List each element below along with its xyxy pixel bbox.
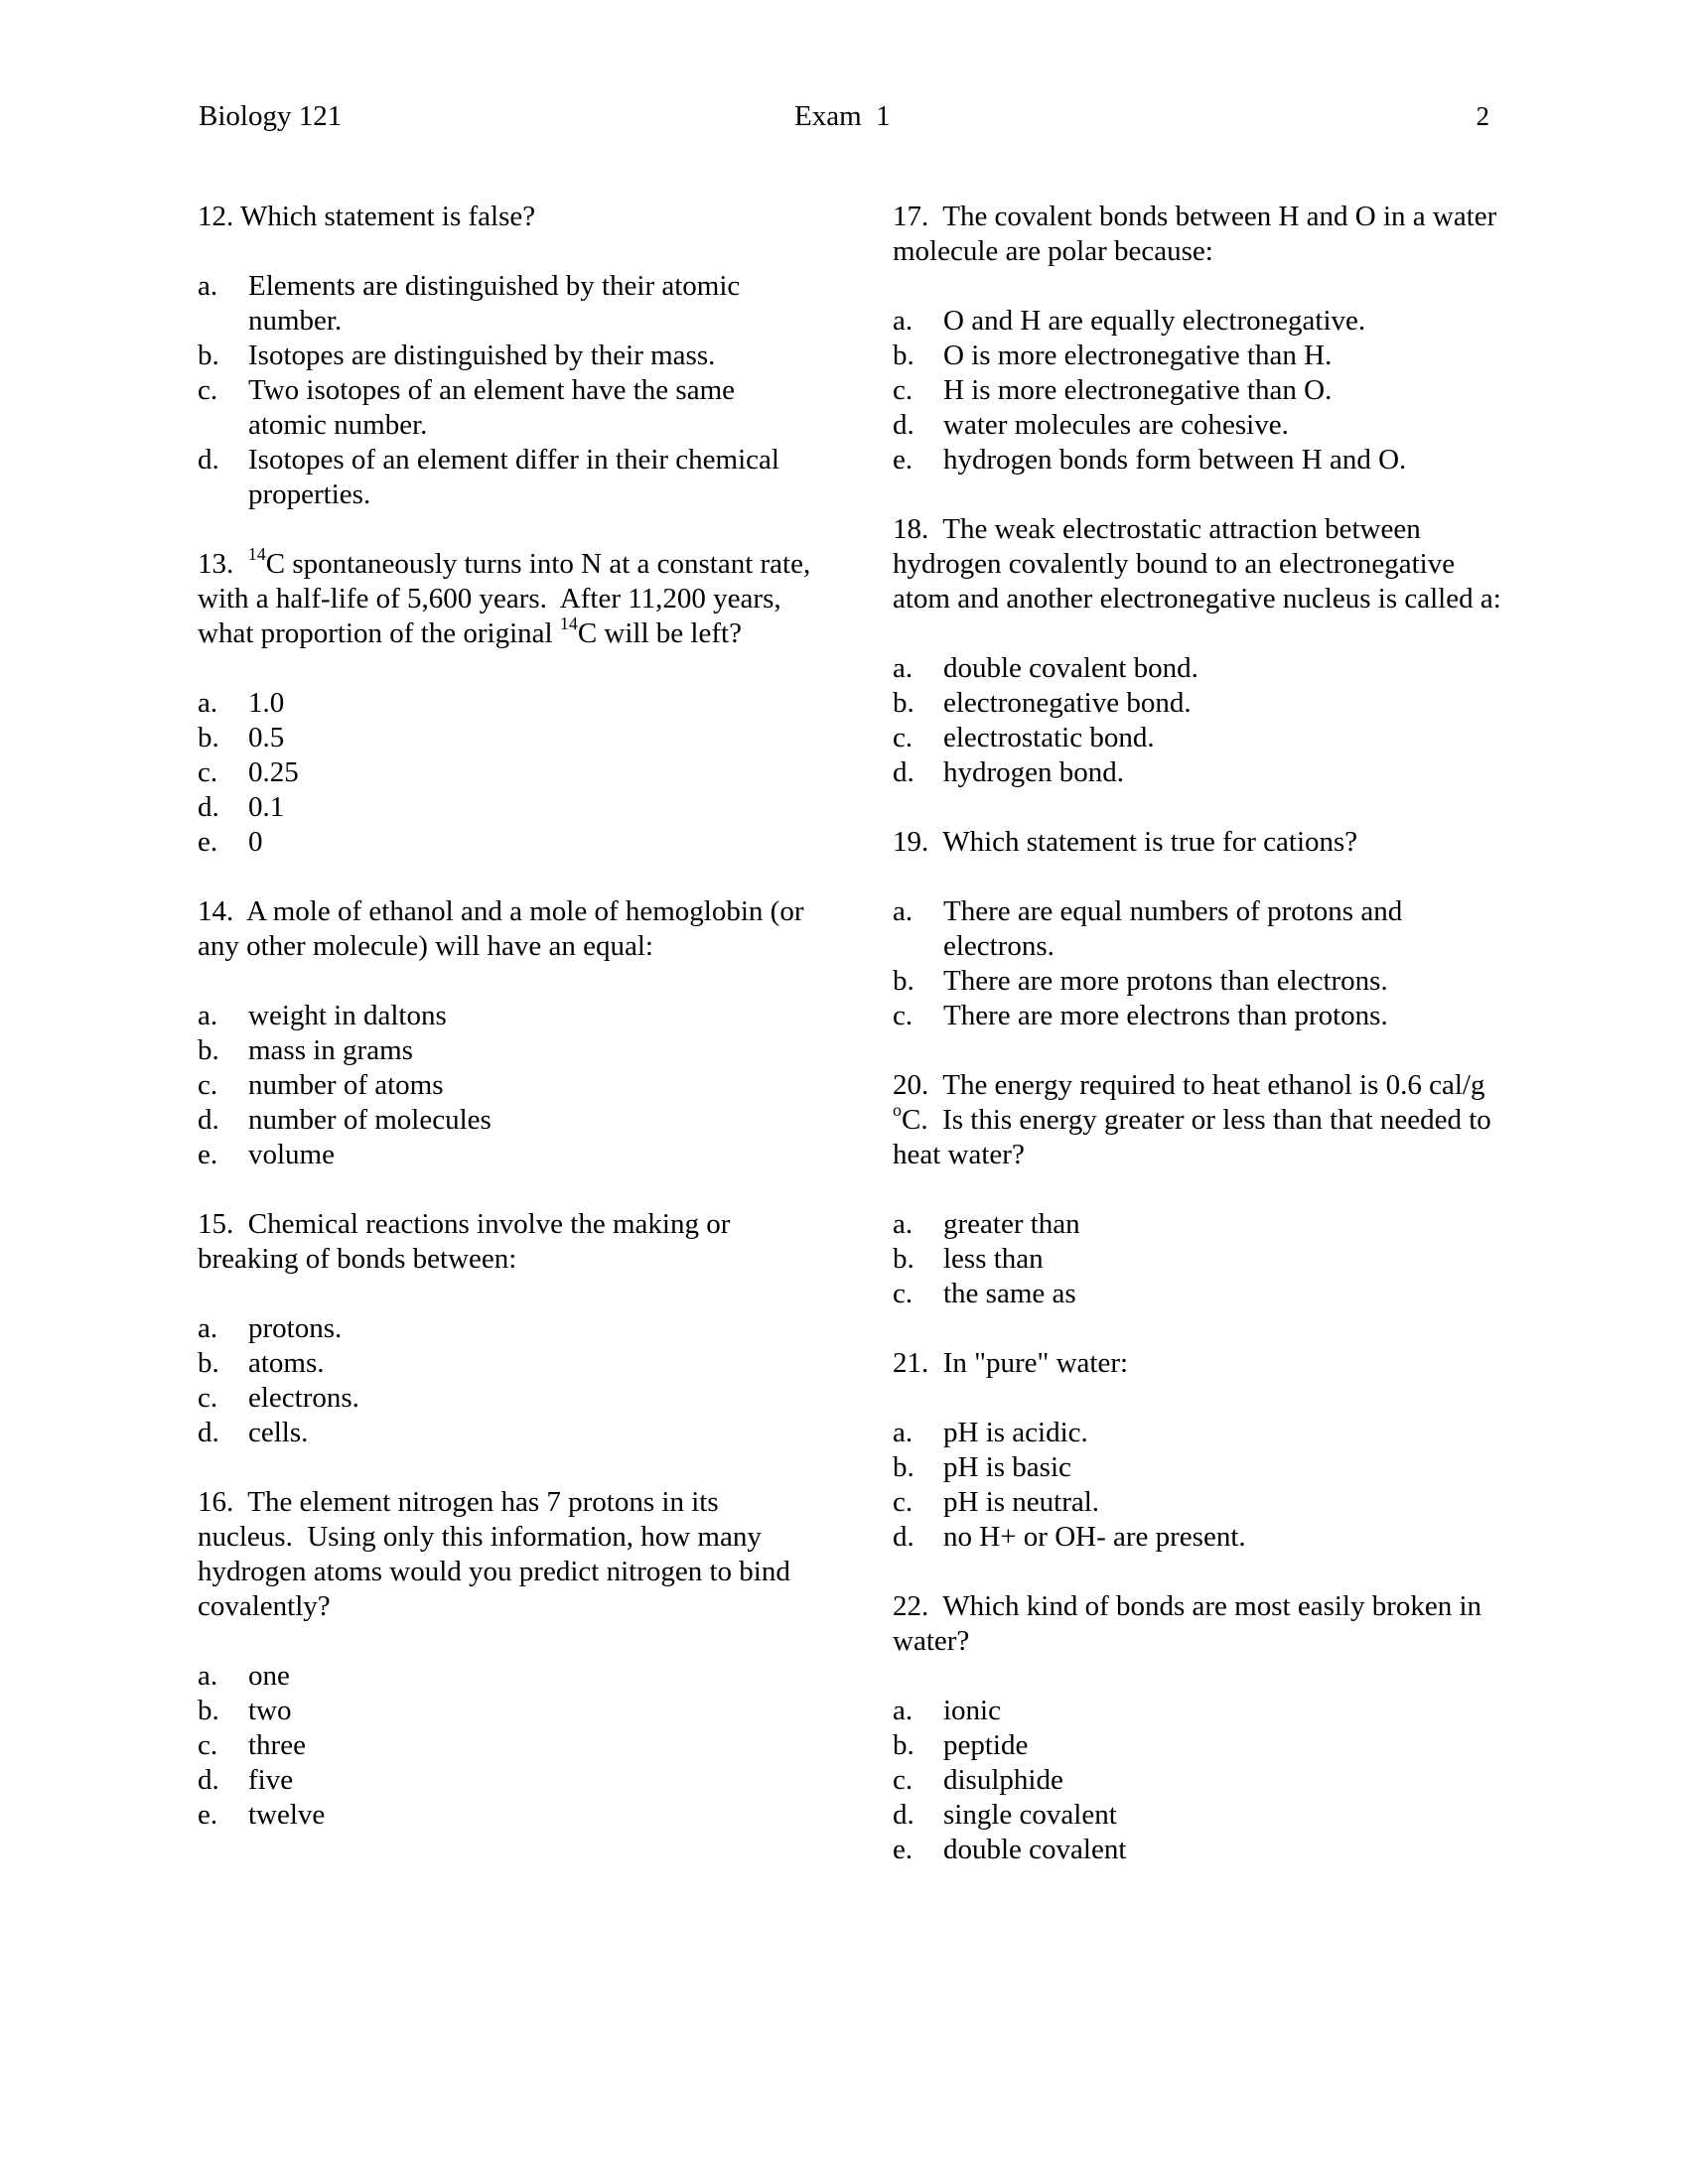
question-19 — [893, 825, 1503, 1033]
option-text: double covalent bond. — [943, 652, 1198, 684]
answer-option[interactable] — [198, 1798, 813, 1833]
option-letter: d. — [198, 1417, 219, 1448]
degree-superscript: o — [893, 1100, 902, 1121]
answer-option[interactable] — [893, 408, 1503, 443]
question-stem: 21. In "pure" water: — [893, 1347, 1129, 1379]
option-text: mass in grams — [248, 1034, 413, 1066]
answer-option[interactable] — [893, 1728, 1503, 1763]
option-text: 0.25 — [248, 756, 299, 788]
left-column — [198, 200, 818, 1867]
option-letter: b. — [893, 687, 914, 719]
page-header — [199, 99, 1489, 139]
answer-option[interactable] — [198, 755, 813, 790]
answer-option[interactable] — [893, 1694, 1503, 1728]
option-letter: b. — [198, 1347, 219, 1379]
answer-option[interactable] — [893, 443, 1503, 478]
option-text: Isotopes of an element differ in their chemical properties. — [248, 444, 779, 510]
option-text: 1.0 — [248, 687, 285, 719]
answer-option[interactable] — [198, 825, 813, 860]
answer-option[interactable] — [893, 1242, 1503, 1277]
answer-option[interactable] — [893, 651, 1503, 686]
question-stem: 19. Which statement is true for cations? — [893, 826, 1358, 858]
option-text: pH is neutral. — [943, 1486, 1100, 1518]
answer-option[interactable] — [893, 1450, 1503, 1485]
option-text: one — [248, 1660, 290, 1692]
answer-options — [893, 1416, 1503, 1555]
option-text: no H+ or OH- are present. — [943, 1521, 1246, 1553]
option-letter: d. — [198, 1104, 219, 1136]
option-text: less than — [943, 1243, 1044, 1275]
question-13 — [198, 544, 818, 860]
answer-option[interactable] — [198, 1381, 813, 1416]
answer-option[interactable] — [198, 1068, 813, 1103]
option-text: pH is basic — [943, 1451, 1071, 1483]
question-22 — [893, 1589, 1503, 1867]
answer-option[interactable] — [198, 999, 813, 1033]
option-text: protons. — [248, 1312, 343, 1344]
option-text: electrostatic bond. — [943, 722, 1155, 753]
question-stem: 12. Which statement is false? — [198, 201, 536, 232]
option-letter: a. — [893, 305, 914, 337]
answer-option[interactable] — [198, 721, 813, 755]
answer-options — [893, 651, 1503, 790]
option-text: single covalent — [943, 1799, 1117, 1831]
answer-option[interactable] — [198, 1694, 813, 1728]
option-text: O is more electronegative than H. — [943, 340, 1333, 371]
option-text: There are more electrons than protons. — [943, 1000, 1388, 1031]
question-text: C spontaneously turns into N at a constant rate, with a half-life of 5,600 years. After 11,200 years, what proportion of the original — [198, 548, 818, 649]
answer-option[interactable] — [893, 964, 1503, 999]
answer-options — [893, 304, 1503, 478]
answer-option[interactable] — [198, 1103, 813, 1138]
option-letter: d. — [893, 756, 914, 788]
option-letter: b. — [198, 722, 219, 753]
answer-option[interactable] — [198, 686, 813, 721]
question-stem — [893, 1068, 1503, 1172]
answer-option[interactable] — [198, 790, 813, 825]
option-letter: b. — [198, 1695, 219, 1726]
option-text: the same as — [943, 1278, 1076, 1309]
option-text: pH is acidic. — [943, 1417, 1088, 1448]
option-letter: d. — [198, 1764, 219, 1796]
answer-option[interactable] — [198, 1311, 813, 1346]
option-letter: c. — [198, 756, 218, 788]
option-letter: c. — [198, 1729, 218, 1761]
answer-option[interactable] — [198, 1659, 813, 1694]
option-letter: a. — [198, 687, 218, 719]
answer-option[interactable] — [893, 1416, 1503, 1450]
option-text: number of molecules — [248, 1104, 492, 1136]
option-text: five — [248, 1764, 294, 1796]
option-letter: c. — [893, 1278, 914, 1309]
option-text: Two isotopes of an element have the same atomic number. — [248, 374, 736, 441]
answer-option[interactable] — [893, 373, 1503, 408]
answer-option[interactable] — [893, 686, 1503, 721]
question-15 — [198, 1207, 813, 1450]
answer-option[interactable] — [893, 1520, 1503, 1555]
option-letter: b. — [893, 1451, 914, 1483]
answer-options — [893, 1207, 1503, 1311]
option-letter: e. — [893, 444, 914, 476]
option-text: electrons. — [248, 1382, 359, 1414]
isotope-superscript: 14 — [559, 614, 578, 634]
option-letter: a. — [198, 1312, 218, 1344]
right-column — [893, 200, 1503, 1902]
answer-option[interactable] — [893, 999, 1503, 1033]
option-letter: a. — [198, 270, 218, 302]
answer-option[interactable] — [198, 269, 813, 339]
answer-option[interactable] — [893, 1277, 1503, 1311]
option-letter: c. — [893, 1764, 914, 1796]
answer-option[interactable] — [198, 339, 813, 373]
option-text: volume — [248, 1139, 335, 1170]
answer-options — [198, 1659, 813, 1833]
option-letter: b. — [893, 1243, 914, 1275]
question-21 — [893, 1346, 1503, 1555]
answer-options — [198, 999, 813, 1172]
option-text: number of atoms — [248, 1069, 444, 1101]
answer-option[interactable] — [893, 1763, 1503, 1798]
option-text: O and H are equally electronegative. — [943, 305, 1366, 337]
option-text: electronegative bond. — [943, 687, 1192, 719]
isotope-superscript: 14 — [247, 544, 266, 565]
answer-option[interactable] — [198, 443, 813, 512]
answer-option[interactable] — [198, 1763, 813, 1798]
option-text: twelve — [248, 1799, 326, 1831]
option-letter: d. — [893, 409, 914, 441]
option-text: atoms. — [248, 1347, 325, 1379]
option-letter: b. — [198, 340, 219, 371]
option-text: peptide — [943, 1729, 1029, 1761]
question-18 — [893, 512, 1503, 790]
question-number: 13. — [198, 548, 234, 580]
option-text: three — [248, 1729, 306, 1761]
option-text: ionic — [943, 1695, 1001, 1726]
option-letter: e. — [198, 1139, 218, 1170]
question-20 — [893, 1068, 1503, 1311]
option-letter: c. — [198, 1382, 218, 1414]
option-text: Elements are distinguished by their atomic number. — [248, 270, 741, 337]
question-12 — [198, 200, 813, 512]
course-title: Biology 121 — [199, 100, 343, 132]
option-letter: a. — [893, 1417, 914, 1448]
option-letter: a. — [198, 1660, 218, 1692]
question-14 — [198, 894, 813, 1172]
exam-title: Exam 1 — [794, 100, 891, 132]
question-stem: 15. Chemical reactions involve the making or breaking of bonds between: — [198, 1208, 738, 1275]
answer-option[interactable] — [893, 1798, 1503, 1833]
answer-option[interactable] — [893, 894, 1503, 964]
option-text: double covalent — [943, 1834, 1127, 1865]
answer-option[interactable] — [893, 755, 1503, 790]
option-text: There are equal numbers of protons and electrons. — [943, 895, 1403, 962]
option-letter: b. — [893, 1729, 914, 1761]
page-number: 2 — [1476, 101, 1489, 131]
option-letter: c. — [198, 374, 218, 406]
option-text: 0 — [248, 826, 263, 858]
option-text: weight in daltons — [248, 1000, 447, 1031]
answer-options — [198, 269, 813, 512]
question-16 — [198, 1485, 813, 1833]
answer-options — [893, 1694, 1503, 1867]
option-text: 0.5 — [248, 722, 285, 753]
option-text: cells. — [248, 1417, 309, 1448]
option-letter: d. — [893, 1799, 914, 1831]
option-text: disulphide — [943, 1764, 1063, 1796]
option-text: water molecules are cohesive. — [943, 409, 1289, 441]
option-letter: c. — [893, 374, 914, 406]
answer-option[interactable] — [198, 1728, 813, 1763]
answer-options — [198, 686, 813, 860]
question-stem: 22. Which kind of bonds are most easily broken in water? — [893, 1590, 1489, 1657]
answer-option[interactable] — [893, 339, 1503, 373]
option-letter: b. — [893, 965, 914, 997]
answer-option[interactable] — [893, 721, 1503, 755]
question-stem: 17. The covalent bonds between H and O in a water molecule are polar because: — [893, 201, 1504, 267]
option-letter: a. — [198, 1000, 218, 1031]
answer-option[interactable] — [198, 1346, 813, 1381]
option-letter: d. — [893, 1521, 914, 1553]
question-text: C will be left? — [577, 617, 742, 649]
option-letter: b. — [893, 340, 914, 371]
option-letter: d. — [198, 444, 219, 476]
option-letter: a. — [893, 895, 914, 927]
option-text: Isotopes are distinguished by their mass. — [248, 340, 716, 371]
option-letter: a. — [893, 652, 914, 684]
answer-option[interactable] — [893, 1485, 1503, 1520]
option-letter: c. — [893, 1000, 914, 1031]
answer-option[interactable] — [198, 1416, 813, 1450]
answer-option[interactable] — [198, 1138, 813, 1172]
option-letter: c. — [198, 1069, 218, 1101]
option-text: hydrogen bonds form between H and O. — [943, 444, 1407, 476]
option-text: H is more electronegative than O. — [943, 374, 1333, 406]
question-stem: 16. The element nitrogen has 7 protons in its nucleus. Using only this information, how many hydrogen atoms would you predict nitrogen to bind covalently? — [198, 1486, 798, 1622]
answer-option[interactable] — [198, 373, 813, 443]
answer-options — [893, 894, 1503, 1033]
answer-option[interactable] — [198, 1033, 813, 1068]
option-letter: c. — [893, 1486, 914, 1518]
option-letter: e. — [198, 1799, 218, 1831]
option-letter: b. — [198, 1034, 219, 1066]
answer-option[interactable] — [893, 1833, 1503, 1867]
answer-option[interactable] — [893, 304, 1503, 339]
option-letter: e. — [893, 1834, 914, 1865]
option-letter: c. — [893, 722, 914, 753]
question-17 — [893, 200, 1503, 478]
question-text: C. Is this energy greater or less than that needed to heat water? — [893, 1104, 1499, 1170]
option-text: hydrogen bond. — [943, 756, 1125, 788]
question-stem — [198, 544, 818, 651]
question-stem: 14. A mole of ethanol and a mole of hemoglobin (or any other molecule) will have an equal: — [198, 895, 811, 962]
option-text: greater than — [943, 1208, 1080, 1240]
answer-options — [198, 1311, 813, 1450]
answer-option[interactable] — [893, 1207, 1503, 1242]
option-text: 0.1 — [248, 791, 285, 823]
option-letter: e. — [198, 826, 218, 858]
option-text: There are more protons than electrons. — [943, 965, 1388, 997]
question-stem: 18. The weak electrostatic attraction between hydrogen covalently bound to an electronegative atom and another electronegative nucleus is called a: — [893, 513, 1501, 614]
option-text: two — [248, 1695, 292, 1726]
option-letter: a. — [893, 1695, 914, 1726]
question-text: 20. The energy required to heat ethanol is 0.6 cal/g — [893, 1069, 1492, 1101]
option-letter: a. — [893, 1208, 914, 1240]
option-letter: d. — [198, 791, 219, 823]
